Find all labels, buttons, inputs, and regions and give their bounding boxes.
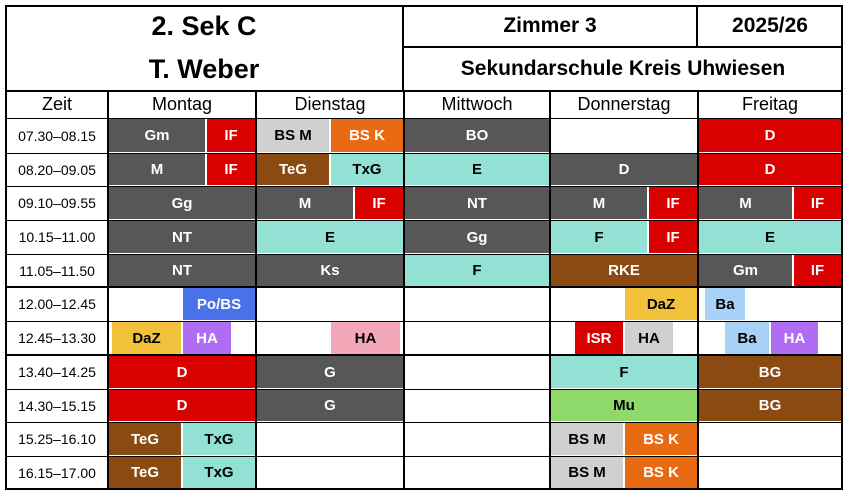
lesson-block: RKE bbox=[551, 255, 697, 286]
lesson-block: D bbox=[699, 154, 841, 185]
lesson-block: Gm bbox=[109, 119, 205, 152]
lesson-block: IF bbox=[649, 221, 697, 253]
grid-line bbox=[5, 354, 843, 356]
grid-line bbox=[402, 5, 404, 91]
lesson-block: BS K bbox=[625, 457, 697, 488]
grid-line bbox=[5, 90, 843, 92]
time-slot-label: 07.30–08.15 bbox=[18, 127, 96, 144]
lesson-block: DaZ bbox=[112, 322, 181, 354]
lesson-block: D bbox=[109, 356, 255, 388]
time-slot-label: 12.00–12.45 bbox=[18, 296, 96, 312]
lesson-block: E bbox=[405, 154, 549, 185]
lesson-block: TeG bbox=[109, 457, 181, 488]
grid-line bbox=[5, 153, 843, 154]
day-header-freitag: Freitag bbox=[741, 94, 799, 114]
grid-line bbox=[5, 220, 843, 221]
time-slot-label: 13.40–14.25 bbox=[18, 364, 96, 380]
lesson-block: Gg bbox=[405, 221, 549, 253]
lesson-block: HA bbox=[625, 322, 673, 354]
lesson-block: Po/BS bbox=[183, 288, 255, 320]
time-column-header: Zeit bbox=[41, 94, 72, 114]
grid-line bbox=[5, 321, 843, 322]
time-slot-label: 16.15–17.00 bbox=[18, 464, 96, 481]
time-slot-label: 15.25–16.10 bbox=[18, 431, 96, 447]
lesson-block: ISR bbox=[575, 322, 623, 354]
lesson-block: Gg bbox=[109, 187, 255, 219]
day-header-dienstag: Dienstag bbox=[294, 94, 366, 114]
grid-line bbox=[5, 456, 843, 457]
lesson-block: M bbox=[109, 154, 205, 185]
lesson-block: M bbox=[699, 187, 792, 219]
lesson-block: Ks bbox=[257, 255, 403, 286]
lesson-block: BG bbox=[699, 356, 841, 388]
lesson-block: IF bbox=[355, 187, 403, 219]
lesson-block: M bbox=[257, 187, 353, 219]
lesson-block: M bbox=[551, 187, 647, 219]
class-name: 2. Sek C bbox=[151, 10, 257, 41]
lesson-block: BS M bbox=[257, 119, 329, 152]
lesson-block: F bbox=[405, 255, 549, 286]
day-header-montag: Montag bbox=[151, 94, 213, 114]
grid-line bbox=[5, 5, 843, 7]
day-header-donnerstag: Donnerstag bbox=[577, 94, 671, 114]
lesson-block: NT bbox=[109, 255, 255, 286]
lesson-block: HA bbox=[183, 322, 231, 354]
lesson-block: TxG bbox=[183, 423, 255, 455]
lesson-block: BS K bbox=[625, 423, 697, 455]
grid-line bbox=[5, 286, 843, 288]
grid-line bbox=[5, 5, 7, 490]
school-year: 2025/26 bbox=[732, 14, 808, 37]
lesson-block: D bbox=[551, 154, 697, 185]
grid-line bbox=[255, 90, 257, 489]
lesson-block: IF bbox=[207, 119, 255, 152]
lesson-block: BS M bbox=[551, 457, 623, 488]
grid-line bbox=[403, 90, 405, 489]
day-header-mittwoch: Mittwoch bbox=[441, 94, 513, 114]
grid-line bbox=[5, 118, 843, 119]
grid-line bbox=[5, 389, 843, 390]
grid-line bbox=[5, 422, 843, 423]
lesson-block: NT bbox=[405, 187, 549, 219]
lesson-block: BS K bbox=[331, 119, 403, 152]
lesson-block: G bbox=[257, 390, 403, 421]
lesson-block: BO bbox=[405, 119, 549, 152]
grid-line bbox=[402, 46, 843, 48]
grid-line bbox=[549, 90, 551, 489]
lesson-block: TeG bbox=[109, 423, 181, 455]
time-slot-label: 08.20–09.05 bbox=[18, 161, 96, 178]
school-name: Sekundarschule Kreis Uhwiesen bbox=[460, 57, 786, 80]
lesson-block: Gm bbox=[699, 255, 792, 286]
grid-line bbox=[697, 90, 699, 489]
lesson-block: TeG bbox=[257, 154, 329, 185]
lesson-block: IF bbox=[794, 255, 841, 286]
lesson-block: G bbox=[257, 356, 403, 388]
lesson-block: BS M bbox=[551, 423, 623, 455]
time-slot-label: 14.30–15.15 bbox=[18, 397, 96, 414]
lesson-block: IF bbox=[207, 154, 255, 185]
lesson-block: Mu bbox=[551, 390, 697, 421]
lesson-block: IF bbox=[649, 187, 697, 219]
time-slot-label: 09.10–09.55 bbox=[18, 195, 96, 211]
lesson-block: D bbox=[109, 390, 255, 421]
lesson-block: E bbox=[257, 221, 403, 253]
grid-line bbox=[5, 254, 843, 255]
lesson-block: F bbox=[551, 221, 647, 253]
lesson-block: Ba bbox=[705, 288, 745, 320]
lesson-block: HA bbox=[771, 322, 818, 354]
lesson-block: DaZ bbox=[625, 288, 697, 320]
lesson-block: E bbox=[699, 221, 841, 253]
time-slot-label: 11.05–11.50 bbox=[19, 262, 95, 279]
grid-line bbox=[107, 90, 109, 489]
lesson-block: F bbox=[551, 356, 697, 388]
lesson-block: NT bbox=[109, 221, 255, 253]
lesson-block: D bbox=[699, 119, 841, 152]
lesson-block: BG bbox=[699, 390, 841, 421]
grid-line bbox=[696, 5, 698, 48]
lesson-block: HA bbox=[331, 322, 400, 354]
teacher-name: T. Weber bbox=[148, 53, 260, 84]
grid-line bbox=[5, 186, 843, 187]
lesson-block: TxG bbox=[331, 154, 403, 185]
lesson-block: Ba bbox=[725, 322, 769, 354]
time-slot-label: 10.15–11.00 bbox=[18, 229, 96, 245]
room-label: Zimmer 3 bbox=[503, 14, 597, 37]
grid-line bbox=[5, 488, 843, 490]
grid-line bbox=[841, 5, 843, 490]
lesson-block: IF bbox=[794, 187, 841, 219]
lesson-block: TxG bbox=[183, 457, 255, 488]
time-slot-label: 12.45–13.30 bbox=[18, 330, 96, 346]
